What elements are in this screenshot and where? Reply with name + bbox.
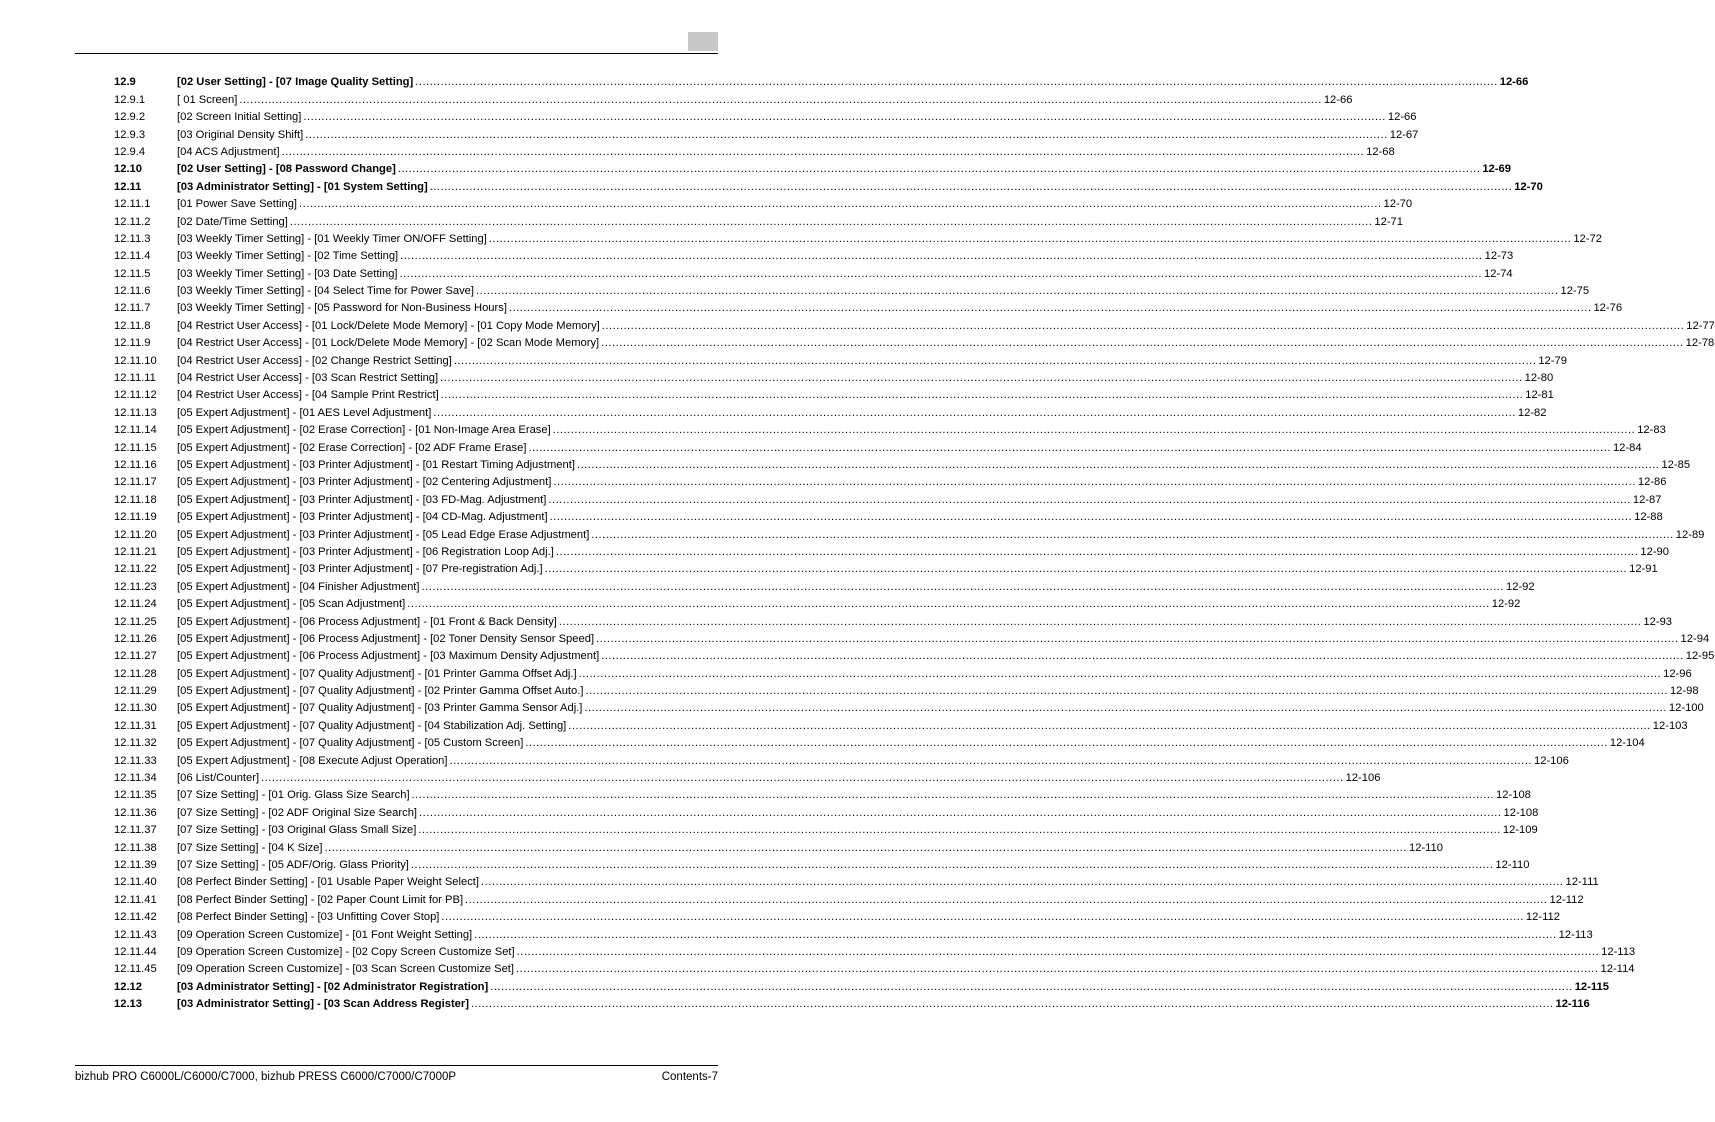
toc-entry-title: [07 Size Setting] - [01 Orig. Glass Size Search]	[177, 789, 410, 802]
toc-entry-title: [05 Expert Adjustment] - [07 Quality Adjustment] - [02 Printer Gamma Offset Auto.]	[177, 685, 584, 698]
toc-entry-title: [05 Expert Adjustment] - [05 Scan Adjustment]	[177, 598, 406, 611]
toc-entry-number: 12.9.4	[114, 145, 146, 158]
table-of-contents	[114, 72, 1715, 1011]
toc-entry-number: 12.12	[114, 980, 142, 993]
toc-entry[interactable]	[114, 194, 1413, 211]
toc-entry-leader: ............................................................................................................................................................................................................................................................................................................	[591, 528, 1674, 541]
toc-entry-page: 12-106	[1534, 754, 1569, 767]
toc-entry-page: 12-90	[1640, 545, 1669, 558]
toc-entry-page: 12-71	[1374, 215, 1404, 228]
toc-entry-title: [09 Operation Screen Customize] - [02 Copy Screen Customize Set]	[177, 945, 515, 958]
toc-entry[interactable]	[114, 820, 1538, 837]
toc-entry-leader: ............................................................................................................................................................................................................................................................................................................	[299, 198, 1382, 211]
toc-entry[interactable]	[114, 298, 1623, 315]
toc-entry-number: 12.11.33	[114, 754, 157, 767]
toc-entry[interactable]	[114, 542, 1669, 559]
toc-entry-page: 12-95	[1685, 650, 1715, 663]
toc-entry-page: 12-113	[1558, 928, 1593, 941]
toc-entry[interactable]	[114, 785, 1531, 802]
toc-entry-leader: ............................................................................................................................................................................................................................................................................................................	[440, 389, 1524, 402]
toc-entry[interactable]	[114, 855, 1530, 872]
toc-entry-page: 12-108	[1503, 806, 1539, 819]
toc-entry-number: 12.11.10	[114, 354, 157, 367]
toc-entry[interactable]	[114, 994, 1590, 1011]
toc-entry-number: 12.11.28	[114, 667, 157, 680]
toc-entry-page: 12-104	[1609, 737, 1645, 750]
toc-entry[interactable]	[114, 368, 1554, 385]
toc-entry-title: [04 ACS Adjustment]	[177, 145, 280, 158]
toc-entry[interactable]	[114, 350, 1567, 367]
toc-entry-number: 12.9.3	[114, 128, 146, 141]
toc-entry-number: 12.11.29	[114, 685, 157, 698]
footer-rule	[75, 1065, 718, 1066]
toc-entry[interactable]	[114, 907, 1560, 924]
toc-entry-page: 12-78	[1685, 337, 1715, 350]
toc-entry-number: 12.11.39	[114, 858, 157, 871]
toc-entry-title: [05 Expert Adjustment] - [07 Quality Adjustment] - [05 Custom Screen]	[177, 737, 524, 750]
toc-entry-title: [05 Expert Adjustment] - [07 Quality Adjustment] - [03 Printer Gamma Sensor Adj.]	[177, 702, 583, 715]
toc-entry-title: [04 Restrict User Access] - [01 Lock/Delete Mode Memory] - [01 Copy Mode Memory]	[177, 319, 600, 332]
toc-entry-title: [03 Weekly Timer Setting] - [03 Date Setting]	[177, 267, 398, 280]
toc-entry-leader: ............................................................................................................................................................................................................................................................................................................	[440, 372, 1523, 385]
toc-entry-page: 12-74	[1484, 267, 1513, 280]
toc-entry-title: [07 Size Setting] - [04 K Size]	[177, 841, 323, 854]
toc-entry-number: 12.11.41	[114, 893, 157, 906]
toc-entry[interactable]	[114, 124, 1419, 141]
toc-entry-title: [05 Expert Adjustment] - [03 Printer Adjustment] - [03 FD-Mag. Adjustment]	[177, 493, 547, 506]
toc-entry-number: 12.11.35	[114, 789, 157, 802]
toc-entry[interactable]	[114, 872, 1599, 889]
toc-entry[interactable]	[114, 229, 1602, 246]
header-gray-box	[688, 32, 718, 51]
toc-entry-leader: ............................................................................................................................................................................................................................................................................................................	[397, 163, 1481, 176]
toc-entry-title: [05 Expert Adjustment] - [03 Printer Adjustment] - [06 Registration Loop Adj.]	[177, 545, 554, 558]
toc-entry-number: 12.11.30	[114, 702, 157, 715]
toc-entry[interactable]	[114, 385, 1554, 402]
toc-entry[interactable]	[114, 176, 1543, 193]
toc-entry-leader: ............................................................................................................................................................................................................................................................................................................	[281, 145, 1365, 158]
toc-entry-number: 12.11.4	[114, 250, 151, 263]
toc-entry-leader: ............................................................................................................................................................................................................................................................................................................	[415, 76, 1498, 89]
toc-entry-title: [05 Expert Adjustment] - [03 Printer Adjustment] - [01 Restart Timing Adjustment]	[177, 458, 575, 471]
toc-entry-title: [03 Administrator Setting] - [03 Scan Address Register]	[177, 998, 469, 1011]
toc-entry-leader: ............................................................................................................................................................................................................................................................................................................	[303, 111, 1386, 124]
toc-entry-leader: ............................................................................................................................................................................................................................................................................................................	[584, 702, 1667, 715]
toc-entry-number: 12.11.14	[114, 424, 157, 437]
toc-entry-leader: ............................................................................................................................................................................................................................................................................................................	[411, 789, 1495, 802]
toc-entry[interactable]	[114, 889, 1584, 906]
toc-entry-leader: ............................................................................................................................................................................................................................................................................................................	[399, 267, 1483, 280]
toc-entry-page: 12-113	[1601, 945, 1636, 958]
toc-entry-page: 12-66	[1499, 76, 1529, 89]
toc-entry-page: 12-111	[1565, 876, 1599, 889]
toc-entry-number: 12.10	[114, 163, 142, 176]
toc-entry[interactable]	[114, 281, 1590, 298]
toc-entry-page: 12-70	[1383, 198, 1413, 211]
toc-entry-page: 12-110	[1409, 841, 1444, 854]
toc-entry-leader: ............................................................................................................................................................................................................................................................................................................	[601, 337, 1684, 350]
toc-entry-title: [03 Weekly Timer Setting] - [04 Select Time for Power Save]	[177, 285, 475, 298]
toc-entry[interactable]	[114, 750, 1569, 767]
toc-entry-leader: ............................................................................................................................................................................................................................................................................................................	[528, 441, 1611, 454]
toc-entry-number: 12.11.34	[114, 772, 157, 785]
toc-entry-leader: ............................................................................................................................................................................................................................................................................................................	[419, 806, 1502, 819]
toc-entry-leader: ............................................................................................................................................................................................................................................................................................................	[261, 772, 1344, 785]
toc-entry-leader: ............................................................................................................................................................................................................................................................................................................	[490, 980, 1573, 993]
toc-entry[interactable]	[114, 976, 1609, 993]
toc-entry-leader: ............................................................................................................................................................................................................................................................................................................	[552, 424, 1636, 437]
toc-entry-leader: ............................................................................................................................................................................................................................................................................................................	[407, 598, 1490, 611]
toc-entry[interactable]	[114, 246, 1514, 263]
toc-entry-page: 12-73	[1484, 250, 1514, 263]
toc-entry-page: 12-93	[1643, 615, 1673, 628]
toc-entry-page: 12-66	[1387, 111, 1417, 124]
toc-entry[interactable]	[114, 437, 1642, 454]
toc-entry[interactable]	[114, 733, 1645, 750]
toc-entry[interactable]	[114, 629, 1710, 646]
toc-entry-number: 12.11.16	[114, 458, 157, 471]
toc-entry[interactable]	[114, 333, 1715, 350]
toc-entry-title: [08 Perfect Binder Setting] - [01 Usable Paper Weight Select]	[177, 876, 480, 889]
toc-entry-page: 12-110	[1495, 858, 1530, 871]
toc-entry-leader: ............................................................................................................................................................................................................................................................................................................	[544, 563, 1628, 576]
toc-entry[interactable]	[114, 802, 1539, 819]
toc-entry[interactable]	[114, 594, 1521, 611]
toc-entry-number: 12.11.5	[114, 267, 151, 280]
toc-entry-number: 12.9	[114, 76, 136, 89]
toc-entry-number: 12.11.31	[114, 719, 157, 732]
toc-entry-leader: ............................................................................................................................................................................................................................................................................................................	[488, 232, 1572, 245]
toc-entry-number: 12.11.38	[114, 841, 157, 854]
toc-entry-leader: ............................................................................................................................................................................................................................................................................................................	[441, 911, 1524, 924]
toc-entry[interactable]	[114, 559, 1658, 576]
toc-entry-leader: ............................................................................................................................................................................................................................................................................................................	[553, 476, 1636, 489]
toc-entry-title: [05 Expert Adjustment] - [06 Process Adjustment] - [02 Toner Density Sensor Speed]	[177, 632, 595, 645]
toc-entry-page: 12-70	[1514, 180, 1543, 193]
toc-entry-leader: ............................................................................................................................................................................................................................................................................................................	[516, 963, 1599, 976]
toc-entry-page: 12-80	[1524, 372, 1554, 385]
toc-entry-number: 12.9.1	[114, 93, 146, 106]
toc-entry-leader: ............................................................................................................................................................................................................................................................................................................	[578, 667, 1662, 680]
toc-entry-title: [05 Expert Adjustment] - [04 Finisher Adjustment]	[177, 580, 420, 593]
toc-entry-number: 12.11.36	[114, 806, 157, 819]
toc-entry-leader: ............................................................................................................................................................................................................................................................................................................	[555, 545, 1639, 558]
toc-entry-number: 12.11.25	[114, 615, 157, 628]
toc-entry-page: 12-87	[1632, 493, 1662, 506]
toc-entry-number: 12.11.42	[114, 911, 157, 924]
toc-entry-number: 12.11	[114, 180, 142, 193]
toc-entry-page: 12-106	[1345, 772, 1381, 785]
toc-entry-page: 12-86	[1637, 476, 1667, 489]
toc-entry-title: [05 Expert Adjustment] - [07 Quality Adjustment] - [01 Printer Gamma Offset Adj.]	[177, 667, 577, 680]
toc-entry-page: 12-103	[1652, 719, 1688, 732]
toc-entry-number: 12.11.22	[114, 563, 157, 576]
toc-entry-title: [03 Administrator Setting] - [02 Administrator Registration]	[177, 980, 489, 993]
toc-entry-number: 12.11.17	[114, 476, 157, 489]
toc-entry[interactable]	[114, 142, 1395, 159]
toc-entry-number: 12.11.43	[114, 928, 157, 941]
toc-entry-leader: ............................................................................................................................................................................................................................................................................................................	[549, 511, 1633, 524]
toc-entry-number: 12.11.44	[114, 945, 157, 958]
toc-entry-number: 12.11.21	[114, 545, 157, 558]
toc-entry-number: 12.11.1	[114, 198, 151, 211]
toc-entry-title: [05 Expert Adjustment] - [03 Printer Adjustment] - [02 Centering Adjustment]	[177, 476, 552, 489]
toc-entry[interactable]	[114, 646, 1715, 663]
toc-entry-page: 12-79	[1538, 354, 1567, 367]
toc-entry[interactable]	[114, 402, 1547, 419]
toc-entry-title: [05 Expert Adjustment] - [01 AES Level Adjustment]	[177, 406, 432, 419]
toc-entry-page: 12-77	[1686, 319, 1715, 332]
toc-entry[interactable]	[114, 924, 1593, 941]
toc-entry-title: [06 List/Counter]	[177, 772, 260, 785]
toc-entry-title: [05 Expert Adjustment] - [07 Quality Adjustment] - [04 Stabilization Adj. Setting]	[177, 719, 567, 732]
toc-entry[interactable]	[114, 315, 1715, 332]
toc-entry-page: 12-84	[1612, 441, 1642, 454]
toc-entry-page: 12-69	[1482, 163, 1511, 176]
toc-entry-leader: ............................................................................................................................................................................................................................................................................................................	[474, 928, 1557, 941]
toc-entry-leader: ............................................................................................................................................................................................................................................................................................................	[601, 319, 1685, 332]
toc-entry-number: 12.11.13	[114, 406, 157, 419]
toc-entry-leader: ............................................................................................................................................................................................................................................................................................................	[421, 580, 1504, 593]
toc-entry-number: 12.11.26	[114, 632, 157, 645]
toc-entry-number: 12.11.12	[114, 389, 157, 402]
toc-entry-title: [09 Operation Screen Customize] - [03 Scan Screen Customize Set]	[177, 963, 515, 976]
toc-entry[interactable]	[114, 507, 1663, 524]
toc-entry-leader: ............................................................................................................................................................................................................................................................................................................	[576, 458, 1660, 471]
toc-entry-title: [09 Operation Screen Customize] - [01 Font Weight Setting]	[177, 928, 473, 941]
toc-entry[interactable]	[114, 107, 1417, 124]
toc-entry[interactable]	[114, 837, 1444, 854]
footer-page-label: Contents-7	[661, 1071, 718, 1083]
toc-entry[interactable]	[114, 768, 1381, 785]
toc-entry-leader: ............................................................................................................................................................................................................................................................................................................	[433, 406, 1516, 419]
toc-entry-number: 12.9.2	[114, 111, 146, 124]
toc-entry-leader: ............................................................................................................................................................................................................................................................................................................	[470, 998, 1554, 1011]
toc-entry[interactable]	[114, 263, 1513, 280]
toc-entry-title: [03 Weekly Timer Setting] - [05 Password for Non-Business Hours]	[177, 302, 507, 315]
toc-entry-title: [07 Size Setting] - [03 Original Glass Small Size]	[177, 824, 417, 837]
toc-entry-title: [05 Expert Adjustment] - [03 Printer Adjustment] - [04 CD-Mag. Adjustment]	[177, 511, 548, 524]
toc-entry-number: 12.11.6	[114, 285, 151, 298]
toc-entry-number: 12.11.18	[114, 493, 157, 506]
toc-entry-title: [05 Expert Adjustment] - [02 Erase Correction] - [02 ADF Frame Erase]	[177, 441, 527, 454]
toc-entry-title: [08 Perfect Binder Setting] - [02 Paper Count Limit for PB]	[177, 893, 464, 906]
toc-entry-leader: ............................................................................................................................................................................................................................................................................................................	[289, 215, 1373, 228]
toc-entry-number: 12.11.11	[114, 372, 156, 385]
toc-entry-page: 12-68	[1366, 145, 1395, 158]
toc-entry-title: [02 Screen Initial Setting]	[177, 111, 302, 124]
toc-entry-leader: ............................................................................................................................................................................................................................................................................................................	[585, 685, 1668, 698]
toc-entry-leader: ............................................................................................................................................................................................................................................................................................................	[453, 354, 1537, 367]
toc-entry-page: 12-94	[1680, 632, 1710, 645]
toc-entry-leader: ............................................................................................................................................................................................................................................................................................................	[324, 841, 1407, 854]
toc-entry[interactable]	[114, 211, 1404, 228]
toc-entry-page: 12-100	[1668, 702, 1704, 715]
toc-entry-page: 12-76	[1593, 302, 1623, 315]
toc-entry-leader: ............................................................................................................................................................................................................................................................................................................	[465, 893, 1548, 906]
toc-entry-number: 12.11.7	[114, 302, 151, 315]
toc-entry-leader: ............................................................................................................................................................................................................................................................................................................	[558, 615, 1642, 628]
toc-entry-leader: ............................................................................................................................................................................................................................................................................................................	[429, 180, 1513, 193]
toc-entry-leader: ............................................................................................................................................................................................................................................................................................................	[596, 632, 1679, 645]
toc-entry[interactable]	[114, 159, 1511, 176]
toc-entry-title: [04 Restrict User Access] - [02 Change Restrict Setting]	[177, 354, 452, 367]
toc-entry-number: 12.11.27	[114, 650, 157, 663]
footer-product: bizhub PRO C6000L/C6000/C7000, bizhub PRESS C6000/C7000/C7000P	[75, 1071, 457, 1083]
toc-entry-title: [05 Expert Adjustment] - [03 Printer Adjustment] - [07 Pre-registration Adj.]	[177, 563, 543, 576]
toc-entry-page: 12-108	[1496, 789, 1531, 802]
toc-entry[interactable]	[114, 942, 1636, 959]
toc-entry[interactable]	[114, 524, 1705, 541]
toc-entry[interactable]	[114, 576, 1535, 593]
toc-entry-leader: ............................................................................................................................................................................................................................................................................................................	[481, 876, 1564, 889]
toc-entry-page: 12-72	[1573, 232, 1602, 245]
toc-entry-leader: ............................................................................................................................................................................................................................................................................................................	[525, 737, 1608, 750]
toc-entry-page: 12-92	[1506, 580, 1535, 593]
toc-entry[interactable]	[114, 715, 1688, 732]
toc-entry-title: [03 Original Density Shift]	[177, 128, 304, 141]
toc-entry-title: [05 Expert Adjustment] - [06 Process Adjustment] - [03 Maximum Density Adjustment]	[177, 650, 600, 663]
toc-entry-leader: ............................................................................................................................................................................................................................................................................................................	[400, 250, 1483, 263]
toc-entry-number: 12.11.45	[114, 963, 157, 976]
toc-entry-title: [08 Perfect Binder Setting] - [03 Unfitting Cover Stop]	[177, 911, 440, 924]
toc-entry-page: 12-96	[1663, 667, 1692, 680]
toc-entry-title: [02 User Setting] - [08 Password Change]	[177, 163, 396, 176]
toc-entry-number: 12.11.23	[114, 580, 157, 593]
toc-entry-page: 12-98	[1669, 685, 1699, 698]
toc-entry[interactable]	[114, 489, 1662, 506]
toc-entry-title: [05 Expert Adjustment] - [02 Erase Correction] - [01 Non-Image Area Erase]	[177, 424, 551, 437]
toc-entry-title: [03 Weekly Timer Setting] - [02 Time Setting]	[177, 250, 399, 263]
toc-entry-page: 12-115	[1574, 980, 1609, 993]
toc-entry-title: [03 Administrator Setting] - [01 System Setting]	[177, 180, 428, 193]
toc-entry-number: 12.11.15	[114, 441, 157, 454]
toc-entry-number: 12.11.40	[114, 876, 157, 889]
toc-entry-title: [02 Date/Time Setting]	[177, 215, 288, 228]
toc-entry[interactable]	[114, 455, 1691, 472]
toc-entry-page: 12-116	[1555, 998, 1590, 1011]
toc-entry-number: 12.13	[114, 998, 142, 1011]
toc-entry-title: [04 Restrict User Access] - [01 Lock/Delete Mode Memory] - [02 Scan Mode Memory]	[177, 337, 600, 350]
toc-entry-title: [05 Expert Adjustment] - [03 Printer Adjustment] - [05 Lead Edge Erase Adjustment]	[177, 528, 590, 541]
toc-entry[interactable]	[114, 72, 1529, 89]
toc-entry-page: 12-89	[1675, 528, 1705, 541]
toc-entry-number: 12.11.32	[114, 737, 157, 750]
toc-entry-leader: ............................................................................................................................................................................................................................................................................................................	[410, 858, 1494, 871]
toc-entry-leader: ............................................................................................................................................................................................................................................................................................................	[601, 650, 1684, 663]
toc-entry-page: 12-88	[1634, 511, 1663, 524]
toc-entry-page: 12-91	[1629, 563, 1658, 576]
toc-entry[interactable]	[114, 663, 1692, 680]
toc-entry-leader: ............................................................................................................................................................................................................................................................................................................	[476, 285, 1559, 298]
header-rule	[75, 53, 718, 54]
toc-entry-page: 12-92	[1491, 598, 1521, 611]
toc-entry-number: 12.11.20	[114, 528, 157, 541]
toc-entry-leader: ............................................................................................................................................................................................................................................................................................................	[548, 493, 1631, 506]
toc-entry-leader: ............................................................................................................................................................................................................................................................................................................	[305, 128, 1388, 141]
toc-entry-page: 12-112	[1525, 911, 1560, 924]
toc-entry-title: [05 Expert Adjustment] - [06 Process Adjustment] - [01 Front & Back Density]	[177, 615, 557, 628]
toc-entry-number: 12.11.37	[114, 824, 157, 837]
toc-entry-page: 12-112	[1549, 893, 1584, 906]
toc-entry-number: 12.11.24	[114, 598, 157, 611]
toc-entry-title: [05 Expert Adjustment] - [08 Execute Adjust Operation]	[177, 754, 448, 767]
toc-entry-page: 12-81	[1525, 389, 1554, 402]
toc-entry-number: 12.11.8	[114, 319, 151, 332]
toc-entry-page: 12-66	[1323, 93, 1353, 106]
toc-entry-number: 12.11.2	[114, 215, 151, 228]
toc-entry-number: 12.11.19	[114, 511, 157, 524]
toc-entry-title: [04 Restrict User Access] - [03 Scan Restrict Setting]	[177, 372, 439, 385]
toc-entry[interactable]	[114, 89, 1353, 106]
toc-entry-page: 12-114	[1600, 963, 1635, 976]
toc-entry-title: [02 User Setting] - [07 Image Quality Setting]	[177, 76, 414, 89]
toc-entry-leader: ............................................................................................................................................................................................................................................................................................................	[508, 302, 1592, 315]
toc-entry[interactable]	[114, 472, 1667, 489]
toc-entry[interactable]	[114, 611, 1673, 628]
toc-entry-number: 12.11.9	[114, 337, 151, 350]
toc-entry-title: [01 Power Save Setting]	[177, 198, 298, 211]
toc-entry-title: [04 Restrict User Access] - [04 Sample Print Restrict]	[177, 389, 439, 402]
toc-entry[interactable]	[114, 420, 1666, 437]
toc-entry[interactable]	[114, 698, 1704, 715]
toc-entry-title: [ 01 Screen]	[177, 93, 238, 106]
toc-entry-page: 12-75	[1560, 285, 1590, 298]
toc-entry-title: [03 Weekly Timer Setting] - [01 Weekly Timer ON/OFF Setting]	[177, 232, 487, 245]
toc-entry[interactable]	[114, 681, 1699, 698]
toc-entry-leader: ............................................................................................................................................................................................................................................................................................................	[516, 945, 1600, 958]
toc-entry-number: 12.11.3	[114, 232, 151, 245]
toc-entry-leader: ............................................................................................................................................................................................................................................................................................................	[418, 824, 1501, 837]
toc-entry-leader: ............................................................................................................................................................................................................................................................................................................	[239, 93, 1322, 106]
toc-entry[interactable]	[114, 959, 1635, 976]
toc-entry-page: 12-67	[1389, 128, 1419, 141]
toc-entry-page: 12-83	[1637, 424, 1666, 437]
toc-entry-page: 12-109	[1502, 824, 1538, 837]
toc-entry-page: 12-85	[1661, 458, 1691, 471]
toc-entry-leader: ............................................................................................................................................................................................................................................................................................................	[568, 719, 1651, 732]
toc-entry-leader: ............................................................................................................................................................................................................................................................................................................	[449, 754, 1532, 767]
toc-entry-title: [07 Size Setting] - [02 ADF Original Size Search]	[177, 806, 418, 819]
toc-entry-page: 12-82	[1517, 406, 1547, 419]
toc-entry-title: [07 Size Setting] - [05 ADF/Orig. Glass Priority]	[177, 858, 409, 871]
